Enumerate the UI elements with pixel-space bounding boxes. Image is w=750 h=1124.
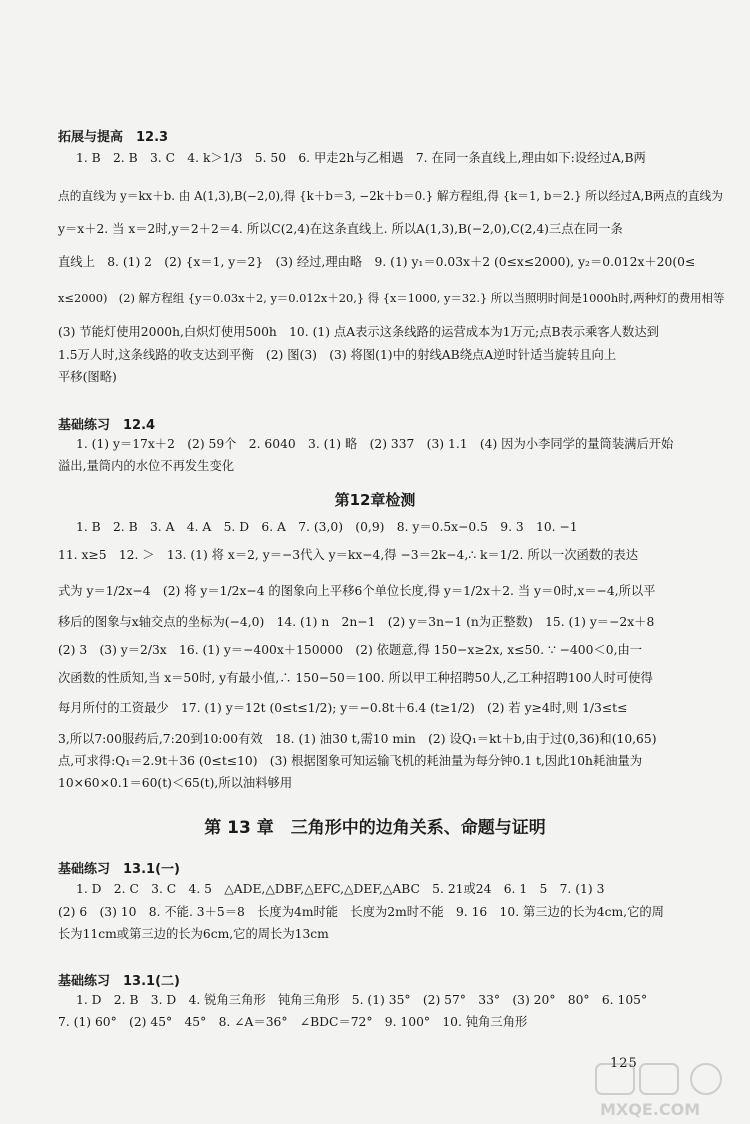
answer-line: (2) 3 (3) y＝2/3x 16. (1) y＝−400x＋150000 (2) 依题意,得 150−x≥2x, x≤50. ∵ −400＜0,由一 (58, 643, 643, 657)
answer-line: 1.5万人时,这条线路的收支达到平衡 (2) 图(3) (3) 将图(1)中的射线AB绕点A逆时针适当旋转且向上 (58, 348, 617, 362)
chapter-12-test-title: 第12章检测 (334, 491, 416, 509)
answer-line: 7. (1) 60° (2) 45° 45° 8. ∠A＝36° ∠BDC＝72° 9. 100° 10. 钝角三角形 (58, 1015, 528, 1029)
answer-line: y＝x＋2. 当 x＝2时,y＝2＋2＝4. 所以C(2,4)在这条直线上. 所以A(1,3),B(−2,0),C(2,4)三点在同一条 (58, 222, 623, 236)
answer-line: 点,可求得:Q₁＝2.9t＋36 (0≤t≤10) (3) 根据图象可知运输飞机的耗油量为每分钟0.1 t,因此10h耗油量为 (58, 754, 643, 768)
section-heading-12-3: 拓展与提高 12.3 (58, 130, 169, 145)
answer-line: 1. B 2. B 3. C 4. k＞1/3 5. 50 6. 甲走2h与乙相遇 7. 在同一条直线上,理由如下:设经过A,B两 (76, 151, 646, 165)
answer-line: 每月所付的工资最少 17. (1) y＝12t (0≤t≤1/2); y＝−0.8t＋6.4 (t≥1/2) (2) 若 y≥4时,则 1/3≤t≤ (58, 701, 628, 715)
section-heading-12-4: 基础练习 12.4 (58, 418, 156, 433)
answer-line: 3,所以7:00服药后,7:20到10:00有效 18. (1) 油30 t,需10 min (2) 设Q₁＝kt＋b,由于过(0,36)和(10,65) (58, 732, 657, 746)
answer-line: 直线上 8. (1) 2 (2) {x＝1, y＝2} (3) 经过,理由略 9. (1) y₁＝0.03x＋2 (0≤x≤2000), y₂＝0.012x＋20(0≤ (58, 255, 696, 269)
answer-line: 10×60×0.1＝60(t)＜65(t),所以油料够用 (58, 776, 293, 790)
watermark-logo (594, 1062, 744, 1120)
answer-line: 次函数的性质知,当 x＝50时, y有最小值,∴ 150−50＝100. 所以甲工种招聘50人,乙工种招聘100人时可使得 (58, 671, 653, 685)
section-heading-13-1-b: 基础练习 13.1(二) (58, 974, 180, 989)
svg-text:MXQE.COM: MXQE.COM (600, 1100, 701, 1119)
answer-line: 11. x≥5 12. ＞ 13. (1) 将 x＝2, y＝−3代入 y＝kx−4,得 −3＝2k−4,∴ k＝1/2. 所以一次函数的表达 (58, 548, 638, 562)
answer-line: 1. D 2. B 3. D 4. 锐角三角形 钝角三角形 5. (1) 35° (2) 57° 33° (3) 20° 80° 6. 105° (76, 993, 648, 1007)
answer-line: 平移(图略) (58, 370, 117, 384)
answer-line: 1. B 2. B 3. A 4. A 5. D 6. A 7. (3,0) (0,9) 8. y＝0.5x−0.5 9. 3 10. −1 (76, 520, 578, 534)
answer-line: (3) 节能灯使用2000h,白炽灯使用500h 10. (1) 点A表示这条线路的运营成本为1万元;点B表示乘客人数达到 (58, 325, 659, 339)
watermark-icon (594, 1062, 744, 1120)
answer-line: 1. (1) y＝17x＋2 (2) 59个 2. 6040 3. (1) 略 (2) 337 (3) 1.1 (4) 因为小李同学的量筒装满后开始 (76, 437, 674, 451)
answer-line: 溢出,量筒内的水位不再发生变化 (58, 459, 235, 473)
answer-line: 式为 y＝1/2x−4 (2) 将 y＝1/2x−4 的图象向上平移6个单位长度,得 y＝1/2x＋2. 当 y＝0时,x＝−4,所以平 (58, 584, 656, 598)
answer-line: 点的直线为 y＝kx＋b. 由 A(1,3),B(−2,0),得 {k＋b＝3, −2k＋b＝0.} 解方程组,得 {k＝1, b＝2.} 所以经过A,B两点的直线为 (58, 189, 723, 203)
page-number: 125 (610, 1056, 638, 1071)
answer-line: x≤2000) (2) 解方程组 {y＝0.03x＋2, y＝0.012x＋20,} 得 {x＝1000, y＝32.} 所以当照明时间是1000h时,两种灯的费用相等 (58, 291, 725, 305)
answer-line: 1. D 2. C 3. C 4. 5 △ADE,△DBF,△EFC,△DEF,△ABC 5. 21或24 6. 1 5 7. (1) 3 (76, 882, 605, 896)
answer-line: 移后的图象与x轴交点的坐标为(−4,0) 14. (1) n 2n−1 (2) y＝3n−1 (n为正整数) 15. (1) y＝−2x＋8 (58, 615, 655, 629)
answer-line: (2) 6 (3) 10 8. 不能. 3＋5＝8 长度为4m时能 长度为2m时不能 9. 16 10. 第三边的长为4cm,它的周 (58, 905, 664, 919)
answer-line: 长为11cm或第三边的长为6cm,它的周长为13cm (58, 927, 329, 941)
section-heading-13-1-a: 基础练习 13.1(一) (58, 862, 180, 877)
chapter-13-title: 第 13 章 三角形中的边角关系、命题与证明 (204, 818, 546, 838)
